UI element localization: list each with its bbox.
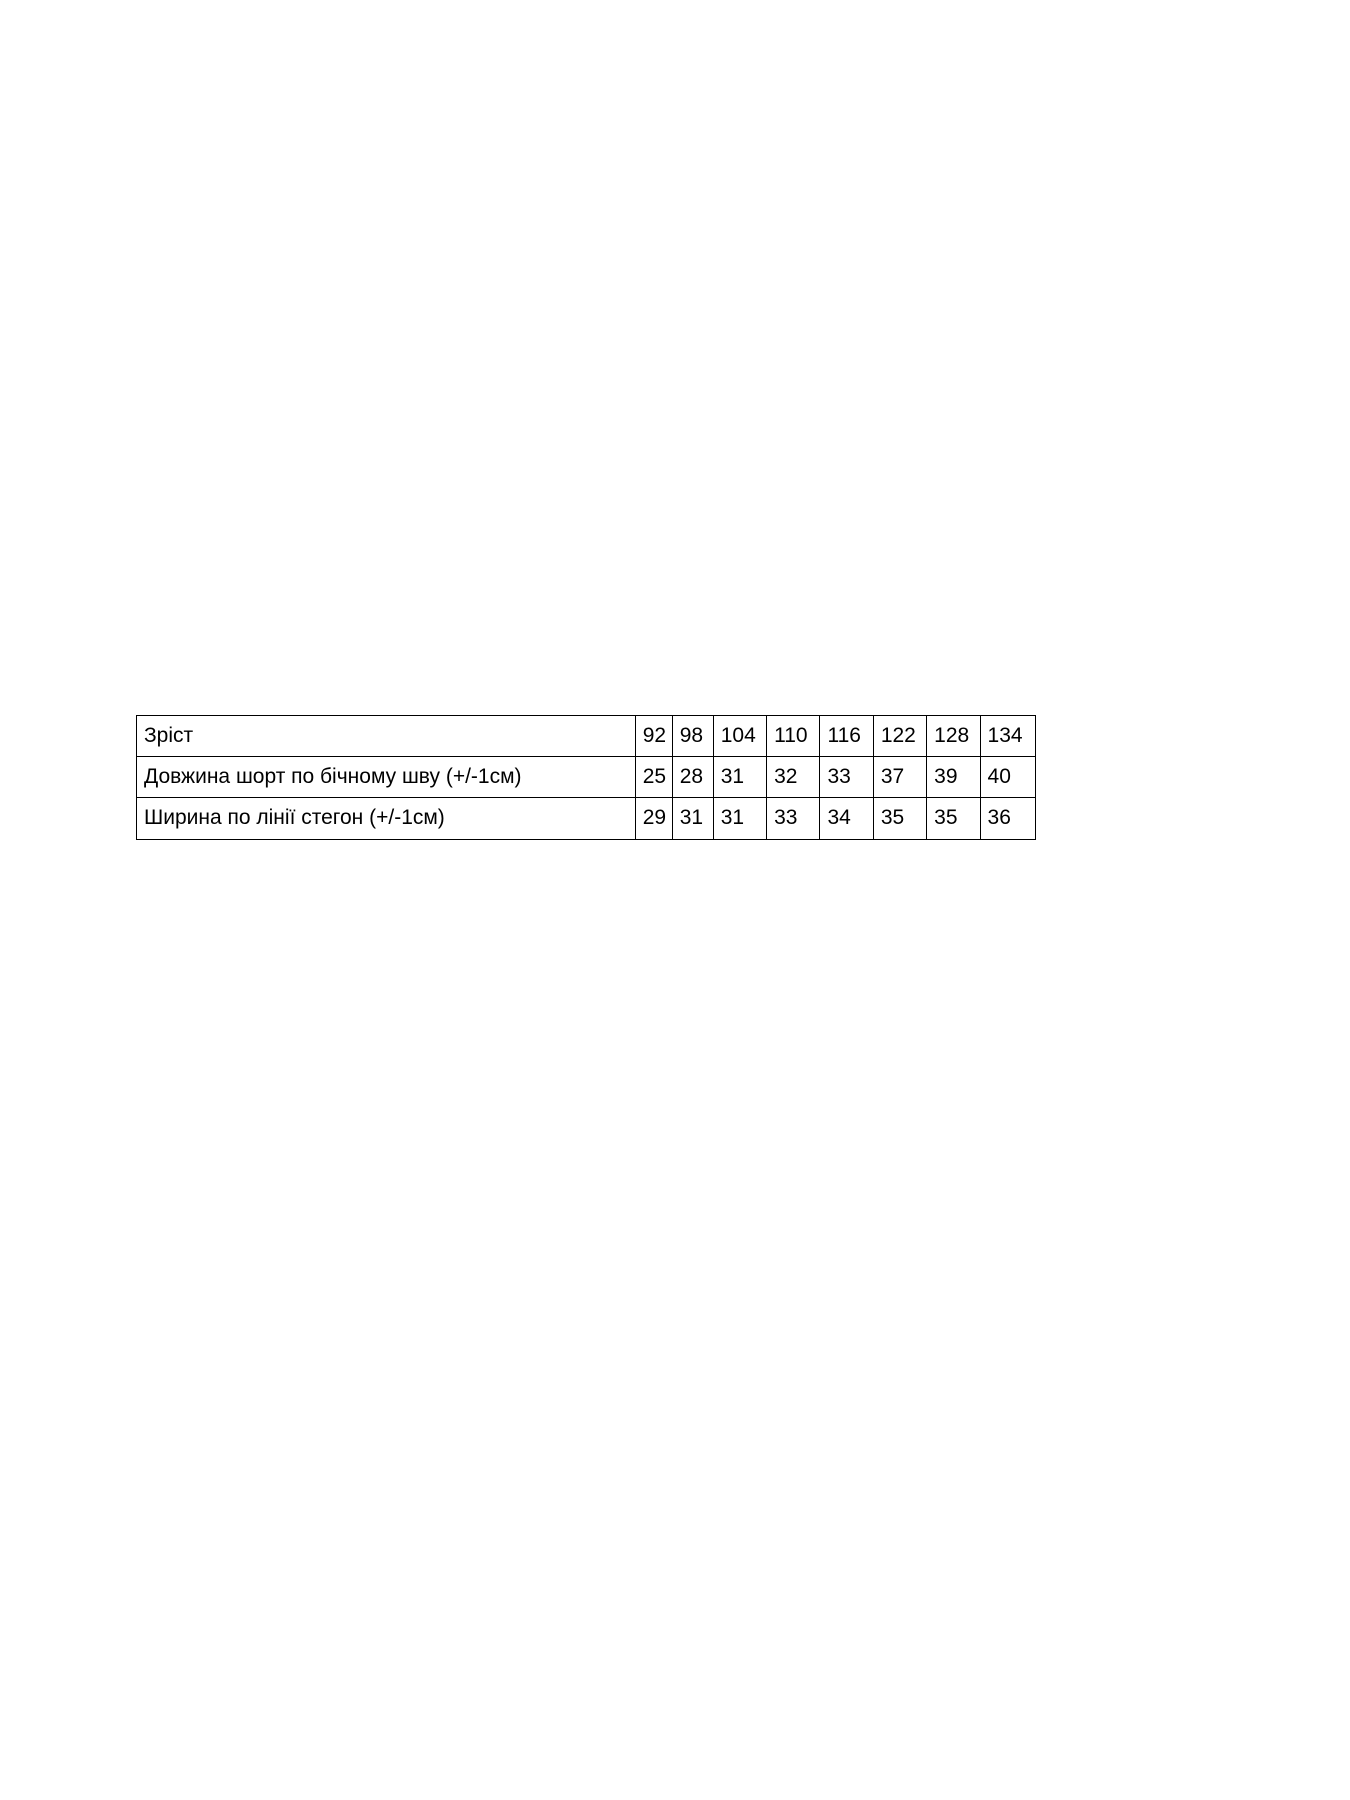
cell-shorts-length-1: 25: [635, 757, 672, 798]
cell-hip-width-1: 29: [635, 798, 672, 839]
cell-shorts-length-5: 33: [820, 757, 873, 798]
cell-shorts-length-4: 32: [767, 757, 820, 798]
cell-height-5: 116: [820, 716, 873, 757]
size-chart-table: [136, 715, 1036, 840]
row-label-height: Зріст: [137, 716, 636, 757]
cell-hip-width-5: 34: [820, 798, 873, 839]
cell-hip-width-7: 35: [927, 798, 980, 839]
cell-hip-width-3: 31: [713, 798, 766, 839]
cell-height-2: 98: [672, 716, 713, 757]
cell-shorts-length-3: 31: [713, 757, 766, 798]
cell-height-1: 92: [635, 716, 672, 757]
row-label-shorts-length: Довжина шорт по бічному шву (+/-1см): [137, 757, 636, 798]
cell-hip-width-2: 31: [672, 798, 713, 839]
cell-hip-width-8: 36: [980, 798, 1035, 839]
table-row: [137, 757, 1036, 798]
cell-height-8: 134: [980, 716, 1035, 757]
cell-height-6: 122: [873, 716, 926, 757]
table-row: [137, 798, 1036, 839]
size-chart-container: [136, 715, 1036, 840]
row-label-hip-width: Ширина по лінії стегон (+/-1см): [137, 798, 636, 839]
cell-hip-width-4: 33: [767, 798, 820, 839]
cell-shorts-length-7: 39: [927, 757, 980, 798]
cell-height-7: 128: [927, 716, 980, 757]
cell-shorts-length-8: 40: [980, 757, 1035, 798]
cell-hip-width-6: 35: [873, 798, 926, 839]
cell-shorts-length-6: 37: [873, 757, 926, 798]
table-row: [137, 716, 1036, 757]
cell-height-4: 110: [767, 716, 820, 757]
cell-shorts-length-2: 28: [672, 757, 713, 798]
cell-height-3: 104: [713, 716, 766, 757]
